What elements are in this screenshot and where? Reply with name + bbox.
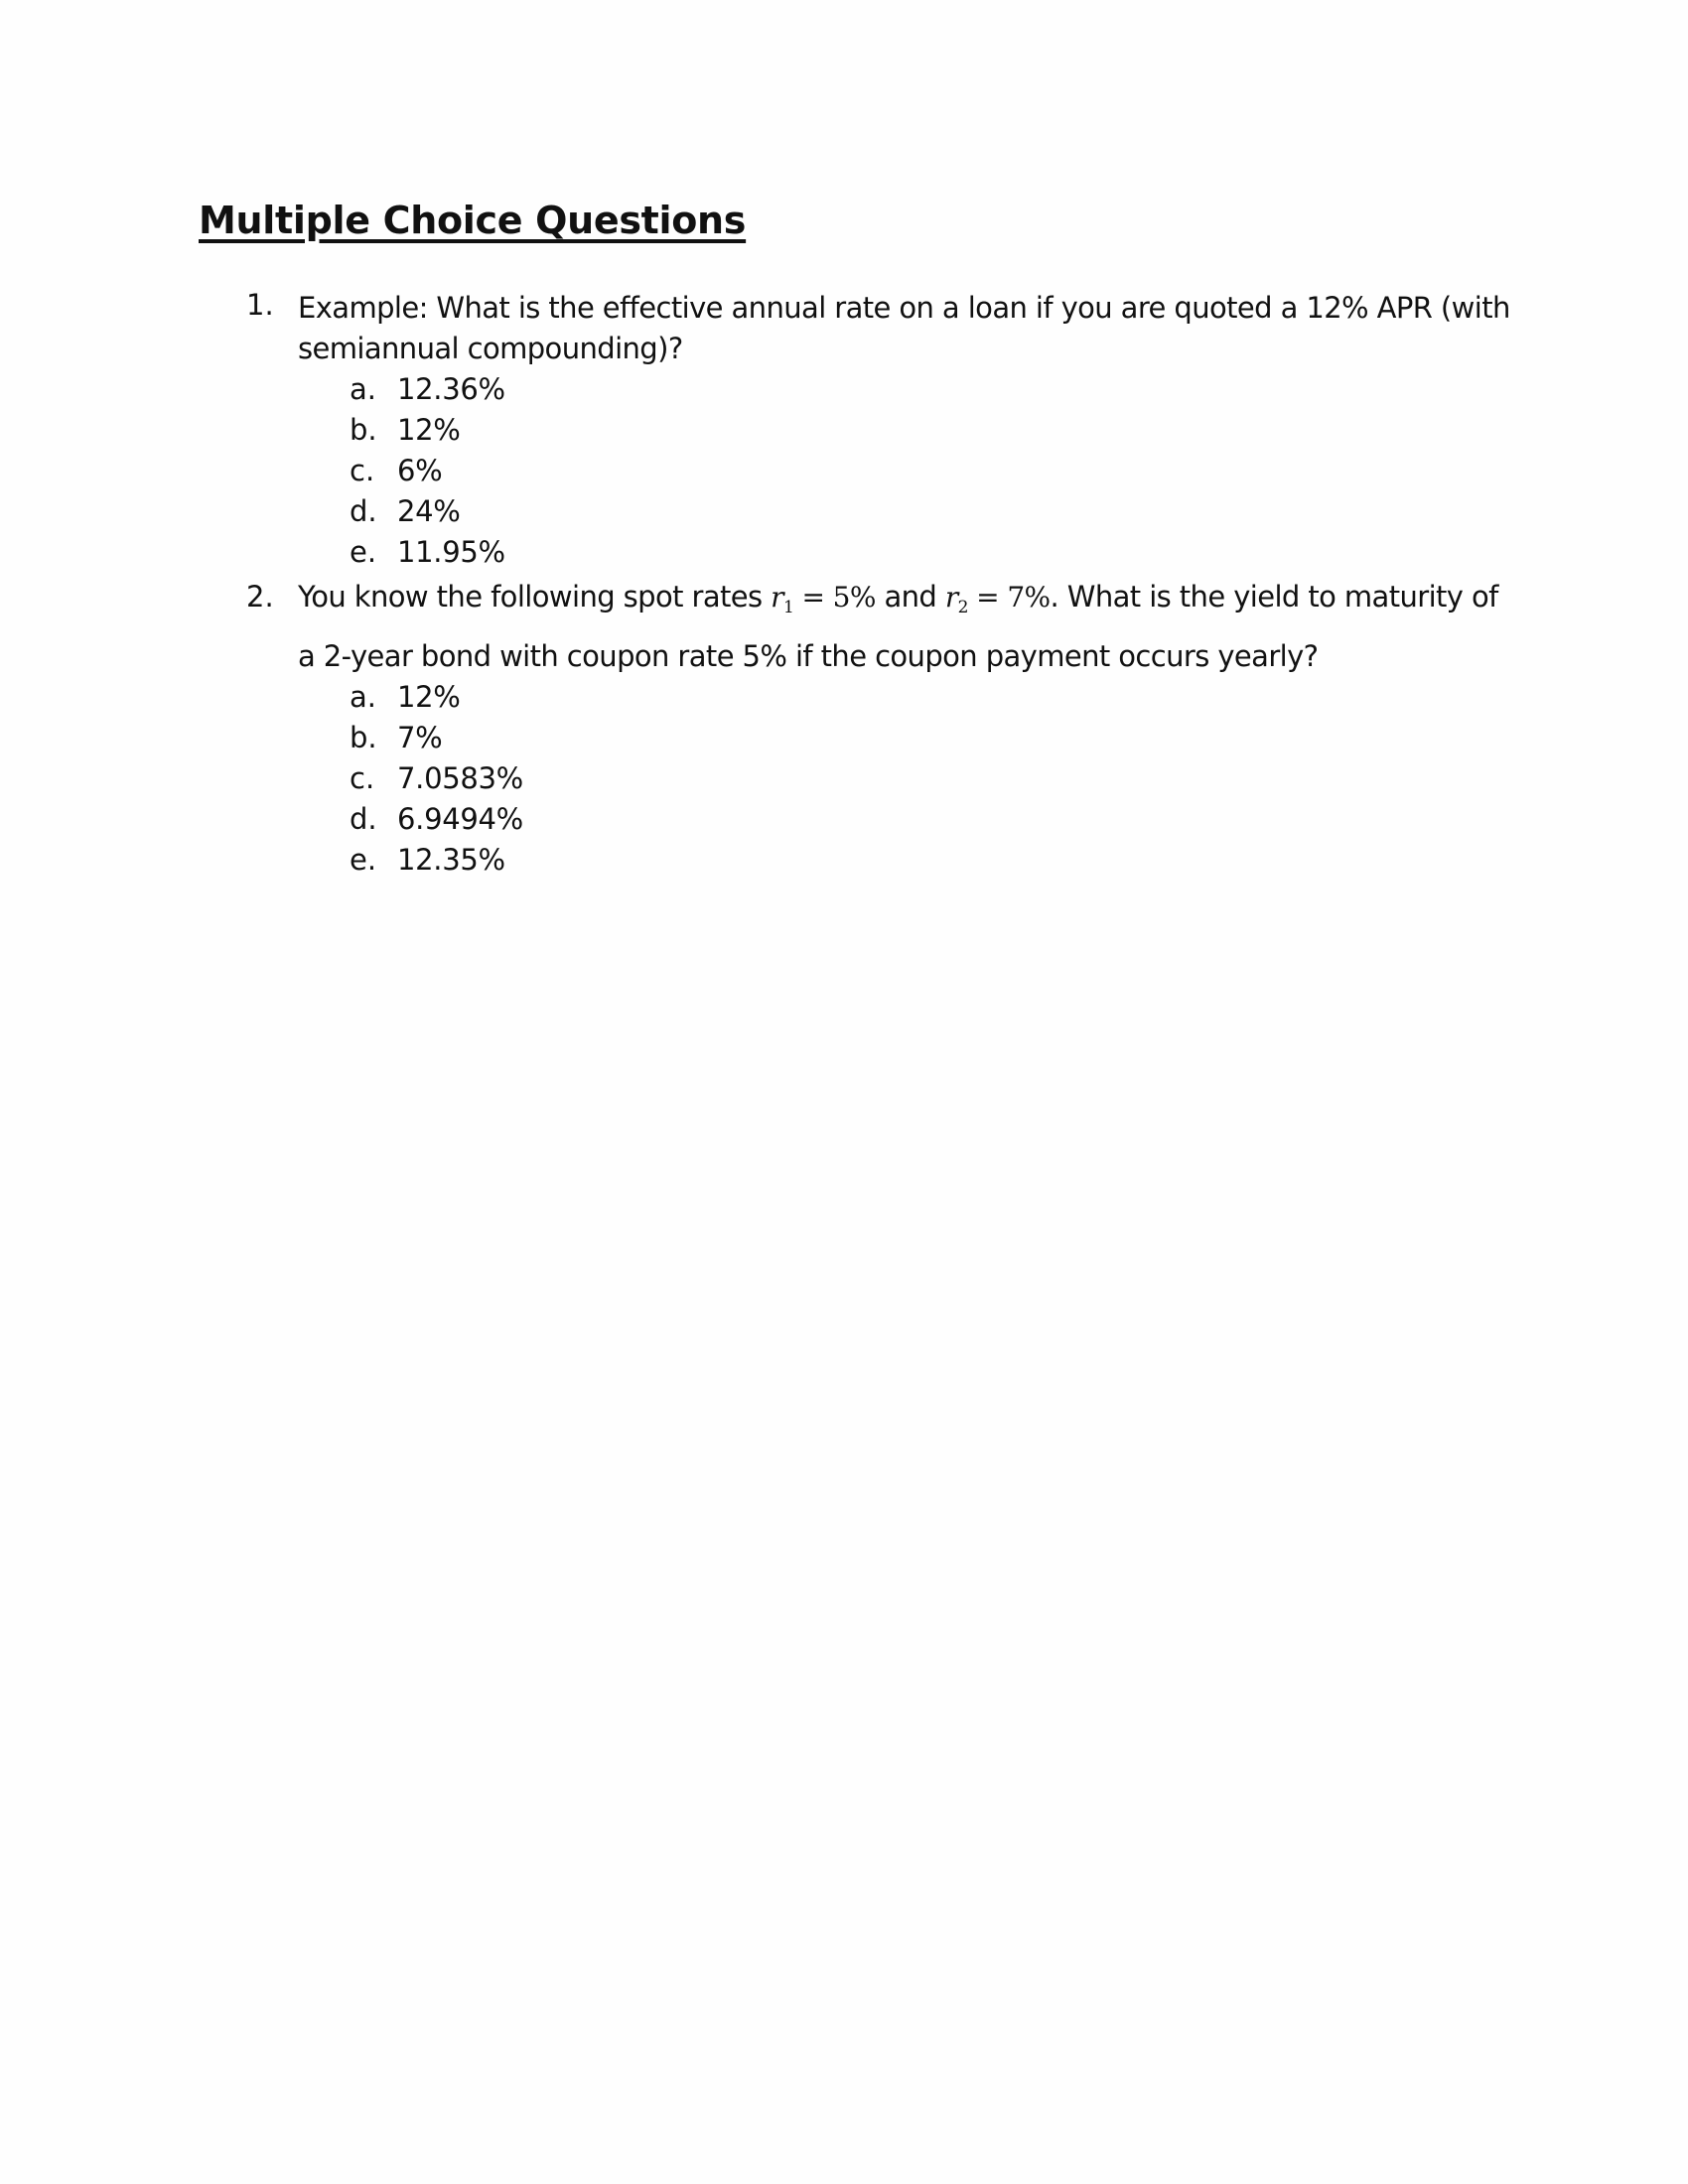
- option-letter: d.: [350, 802, 377, 836]
- option-value: 12.36%: [397, 372, 505, 406]
- answer-options: [298, 677, 1537, 881]
- option-letter: a.: [350, 680, 376, 714]
- answer-option-d: [298, 799, 1537, 840]
- math-subscript: 1: [782, 598, 794, 617]
- answer-option-b: [298, 410, 1537, 451]
- question-text-line-1: Example: What is the effective annual rate on a loan if you are quoted a 12% APR (with: [298, 291, 1510, 325]
- option-letter: c.: [350, 454, 375, 487]
- question-number: 1.: [246, 288, 274, 322]
- question-list: [246, 288, 1537, 881]
- question-text-suffix: . What is the yield to maturity of: [1050, 580, 1498, 614]
- question-text-prefix: You know the following spot rates: [298, 580, 772, 614]
- answer-option-c: [298, 451, 1537, 491]
- answer-options: [298, 369, 1537, 573]
- question-2: [246, 573, 1537, 881]
- option-letter: b.: [350, 413, 377, 447]
- math-value: = 7%: [967, 581, 1051, 614]
- page-heading: Multiple Choice Questions: [199, 199, 747, 242]
- option-value: 11.95%: [397, 535, 505, 569]
- answer-option-e: [298, 840, 1537, 881]
- question-text: [298, 573, 1537, 681]
- question-text-line-2: a 2-year bond with coupon rate 5% if the coupon payment occurs yearly?: [298, 639, 1319, 673]
- math-spot-rate-1: [771, 581, 876, 617]
- answer-option-a: [298, 677, 1537, 718]
- option-letter: e.: [350, 843, 377, 877]
- option-letter: a.: [350, 372, 376, 406]
- option-letter: c.: [350, 761, 375, 795]
- question-text-line-2: semiannual compounding)?: [298, 332, 683, 365]
- question-text: [298, 288, 1537, 369]
- math-subscript: 2: [957, 598, 968, 617]
- option-value: 24%: [397, 494, 461, 528]
- answer-option-c: [298, 758, 1537, 799]
- option-value: 7%: [397, 721, 443, 754]
- option-value: 12%: [397, 680, 461, 714]
- answer-option-d: [298, 491, 1537, 532]
- answer-option-b: [298, 718, 1537, 758]
- math-variable: r: [944, 581, 958, 614]
- option-letter: b.: [350, 721, 377, 754]
- option-value: 12.35%: [397, 843, 505, 877]
- math-value: = 5%: [793, 581, 876, 614]
- option-letter: d.: [350, 494, 377, 528]
- question-number: 2.: [246, 580, 274, 614]
- math-spot-rate-2: [944, 581, 1051, 617]
- answer-option-a: [298, 369, 1537, 410]
- option-value: 7.0583%: [397, 761, 523, 795]
- option-value: 6.9494%: [397, 802, 523, 836]
- math-variable: r: [771, 581, 783, 614]
- question-text-and: and: [875, 580, 945, 614]
- option-letter: e.: [350, 535, 377, 569]
- answer-option-e: [298, 532, 1537, 573]
- option-value: 6%: [397, 454, 443, 487]
- option-value: 12%: [397, 413, 461, 447]
- question-1: [246, 288, 1537, 573]
